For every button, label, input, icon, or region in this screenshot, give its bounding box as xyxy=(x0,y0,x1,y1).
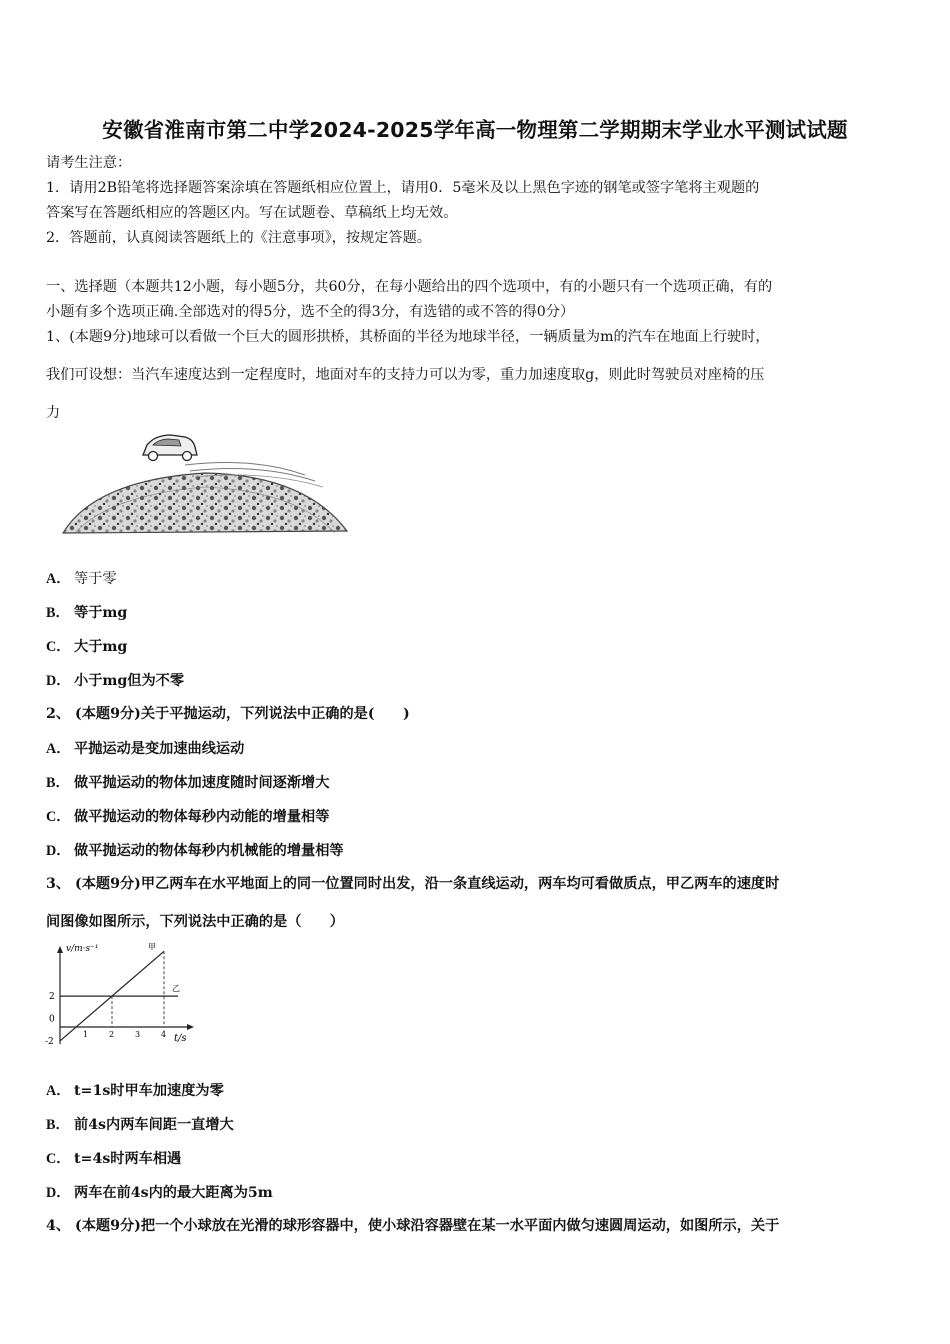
question-1-line-1: 1、(本题9分)地球可以看做一个巨大的圆形拱桥，其桥面的半径为地球半径，一辆质量为m的汽车在地面上行驶时， xyxy=(46,329,770,345)
earth-car-figure xyxy=(55,425,355,543)
q1-option-a[interactable] xyxy=(46,568,117,588)
option-text: 做平抛运动的物体每秒内机械能的增量相等 xyxy=(74,843,344,859)
q1-option-c[interactable] xyxy=(46,636,127,656)
x-axis-arrow xyxy=(187,1024,194,1030)
option-letter: B． xyxy=(46,775,70,791)
q1-option-d[interactable] xyxy=(46,670,184,690)
section-1-line-2: 小题有多个选项正确.全部选对的得5分，选不全的得3分，有选错的或不答的得0分） xyxy=(46,304,575,320)
option-text: 前4s内两车间距一直增大 xyxy=(74,1117,234,1133)
option-text: 做平抛运动的物体加速度随时间逐渐增大 xyxy=(74,775,330,791)
y-tick-label: 2 xyxy=(49,992,55,1003)
series-label: 乙 xyxy=(172,984,180,994)
option-text: 小于mg但为不零 xyxy=(74,673,185,689)
x-tick-label: 1 xyxy=(83,1030,89,1039)
car-shape xyxy=(143,435,197,461)
exam-title: 安徽省淮南市第二中学2024-2025学年高一物理第二学期期末学业水平测试试题 xyxy=(102,118,848,142)
question-1-line-2: 我们可设想：当汽车速度达到一定程度时，地面对车的支持力可以为零，重力加速度取g，则此时驾驶员对座椅的压 xyxy=(46,367,765,383)
option-text: t=4s时两车相遇 xyxy=(74,1151,182,1167)
x-tick-label: 4 xyxy=(161,1030,167,1039)
option-text: 等于零 xyxy=(74,571,117,587)
option-letter: D． xyxy=(46,1185,71,1201)
option-text: 平抛运动是变加速曲线运动 xyxy=(74,741,245,757)
y-tick-label: -2 xyxy=(45,1036,54,1047)
question-1-line-3: 力 xyxy=(46,405,61,421)
q3-option-d[interactable] xyxy=(46,1182,273,1202)
q2-option-c[interactable] xyxy=(46,806,329,826)
option-letter: D． xyxy=(46,843,71,859)
option-letter: A． xyxy=(46,741,71,757)
q2-option-a[interactable] xyxy=(46,738,244,758)
option-letter: B． xyxy=(46,605,70,621)
option-text: 大于mg xyxy=(74,639,128,655)
question-3-line-2: 间图像如图所示，下列说法中正确的是（ ） xyxy=(46,914,344,930)
x-axis-label: t/s xyxy=(174,1033,187,1044)
option-letter: A． xyxy=(46,1083,71,1099)
option-letter: B． xyxy=(46,1117,70,1133)
q3-option-c[interactable] xyxy=(46,1148,181,1168)
y-tick-label: 0 xyxy=(49,1014,55,1025)
notice-item-2: 2．答题前，认真阅读答题纸上的《注意事项》，按规定答题。 xyxy=(46,230,431,246)
q2-option-b[interactable] xyxy=(46,772,329,792)
section-1-line-1: 一、选择题（本题共12小题，每小题5分，共60分，在每小题给出的四个选项中，有的小题只有一个选项正确，有的 xyxy=(46,279,773,295)
option-letter: D． xyxy=(46,673,71,689)
y-axis-arrow xyxy=(57,946,63,953)
notice-heading: 请考生注意： xyxy=(46,155,132,171)
y-axis-label: v/m·s⁻¹ xyxy=(66,944,99,954)
question-2-line-1: 2、 (本题9分)关于平抛运动，下列说法中正确的是( ) xyxy=(46,706,410,722)
q3-option-b[interactable] xyxy=(46,1114,234,1134)
option-letter: A． xyxy=(46,571,71,587)
option-letter: C． xyxy=(46,639,71,655)
x-tick-label: 2 xyxy=(109,1030,115,1039)
option-text: 两车在前4s内的最大距离为5m xyxy=(74,1185,273,1201)
option-text: 做平抛运动的物体每秒内动能的增量相等 xyxy=(74,809,330,825)
notice-item-1-line-1: 1．请用2B铅笔将选择题答案涂填在答题纸相应位置上，请用0．5毫米及以上黑色字迹的钢笔或签字笔将主观题的 xyxy=(46,180,760,196)
x-tick-label: 3 xyxy=(135,1030,141,1039)
option-text: t=1s时甲车加速度为零 xyxy=(74,1083,224,1099)
option-letter: C． xyxy=(46,1151,71,1167)
option-text: 等于mg xyxy=(74,605,128,621)
series-label: 甲 xyxy=(148,942,156,952)
question-4-line-1: 4、 (本题9分)把一个小球放在光滑的球形容器中，使小球沿容器壁在某一水平面内做匀速圆周运动，如图所示，关于 xyxy=(46,1218,780,1234)
option-letter: C． xyxy=(46,809,71,825)
q2-option-d[interactable] xyxy=(46,840,344,860)
question-3-line-1: 3、 (本题9分)甲乙两车在水平地面上的同一位置同时出发，沿一条直线运动，两车均可看做质点，甲乙两车的速度时 xyxy=(46,876,780,892)
velocity-time-chart xyxy=(44,940,204,1052)
q3-option-a[interactable] xyxy=(46,1080,224,1100)
q1-option-b[interactable] xyxy=(46,602,127,622)
notice-item-1-line-2: 答案写在答题纸相应的答题区内。写在试题卷、草稿纸上均无效。 xyxy=(46,205,458,221)
